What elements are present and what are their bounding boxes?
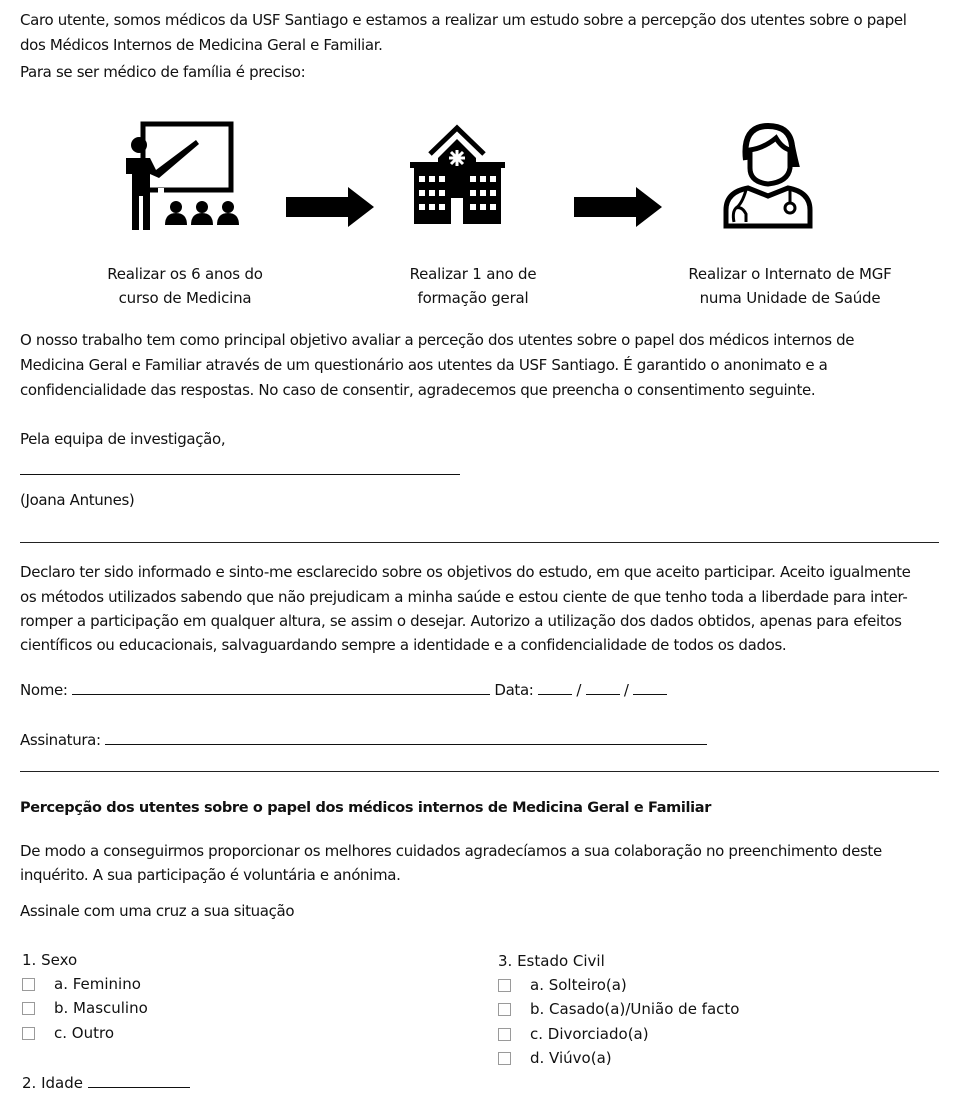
arrow-right-icon: [574, 187, 662, 227]
question-3-label: 3. Estado Civil: [498, 952, 605, 970]
date-separator: /: [623, 681, 629, 699]
researcher-signature-line: [20, 474, 460, 475]
intro-line-2: dos Médicos Internos de Medicina Geral e Familiar.: [20, 36, 383, 54]
checkbox[interactable]: [498, 1028, 511, 1041]
date-label: Data:: [494, 681, 534, 699]
checkbox[interactable]: [498, 1003, 511, 1016]
doctor-stethoscope-icon: [722, 120, 814, 230]
objective-line-1: O nosso trabalho tem como principal objetivo avaliar a perceção dos utentes sobre o papel dos médicos internos de: [20, 331, 855, 349]
option-label: b. Casado(a)/União de facto: [530, 1000, 740, 1018]
arrow-right-icon: [286, 187, 374, 227]
checkbox[interactable]: [498, 979, 511, 992]
hospital-icon: [410, 124, 505, 224]
step-3-caption-line-2: numa Unidade de Saúde: [699, 289, 881, 307]
step-1-caption: [70, 262, 300, 310]
signature-field[interactable]: [105, 730, 707, 745]
step-2-caption: [358, 262, 588, 310]
section-divider: [20, 542, 939, 543]
name-label: Nome:: [20, 681, 68, 699]
step-3-caption: [670, 262, 910, 310]
date-month-field[interactable]: [586, 680, 620, 695]
checkbox[interactable]: [22, 978, 35, 991]
option-label: a. Solteiro(a): [530, 976, 627, 994]
survey-intro-line-2: inquérito. A sua participação é voluntária e anónima.: [20, 866, 401, 884]
age-field[interactable]: [88, 1073, 190, 1088]
objective-line-3: confidencialidade das respostas. No caso de consentir, agradecemos que preencha o consentimento seguinte.: [20, 381, 816, 399]
signature-row: [20, 728, 707, 753]
signoff-name: (Joana Antunes): [20, 491, 135, 509]
option-label: c. Divorciado(a): [530, 1025, 649, 1043]
step-3-caption-line-1: Realizar o Internato de MGF: [688, 265, 892, 283]
consent-line-2: os métodos utilizados sabendo que não prejudicam a minha saúde e estou ciente de que tenho toda a liberdade para inter-: [20, 588, 908, 606]
consent-line-1: Declaro ter sido informado e sinto-me esclarecido sobre os objetivos do estudo, em que aceito participar. Aceito igualmente: [20, 563, 911, 581]
consent-line-4: científicos ou educacionais, salvaguardando sempre a identidade e a confidencialidade de todos os dados.: [20, 636, 787, 654]
signature-label: Assinatura:: [20, 731, 101, 749]
survey-intro-line-1: De modo a conseguirmos proporcionar os melhores cuidados agradecíamos a sua colaboração no preenchimento deste: [20, 842, 882, 860]
objective-line-2: Medicina Geral e Familiar através de um questionário aos utentes da USF Santiago. É garantido o anonimato e a: [20, 356, 828, 374]
survey-title: Percepção dos utentes sobre o papel dos médicos internos de Medicina Geral e Familiar: [20, 800, 712, 816]
question-2-row: [22, 1073, 190, 1093]
date-day-field[interactable]: [538, 680, 572, 695]
teacher-classroom-icon: [118, 120, 248, 230]
date-year-field[interactable]: [633, 680, 667, 695]
signoff-team: Pela equipa de investigação,: [20, 430, 226, 448]
section-divider: [20, 771, 939, 772]
step-1-caption-line-2: curso de Medicina: [118, 289, 252, 307]
consent-line-3: romper a participação em qualquer altura, se assim o desejar. Autorizo a utilização dos dados obtidos, apenas para efeitos: [20, 612, 902, 630]
option-label: d. Viúvo(a): [530, 1049, 612, 1067]
step-2-caption-line-2: formação geral: [417, 289, 529, 307]
checkbox[interactable]: [22, 1002, 35, 1015]
option-label: c. Outro: [54, 1024, 114, 1042]
option-label: a. Feminino: [54, 975, 141, 993]
survey-instruction: Assinale com uma cruz a sua situação: [20, 902, 295, 920]
option-label: b. Masculino: [54, 999, 148, 1017]
step-1-caption-line-1: Realizar os 6 anos do: [107, 265, 263, 283]
question-2-label: 2. Idade: [22, 1074, 83, 1092]
name-date-row: [20, 678, 667, 703]
question-1-label: 1. Sexo: [22, 951, 78, 969]
intro-line-3: Para se ser médico de família é preciso:: [20, 63, 306, 81]
checkbox[interactable]: [22, 1027, 35, 1040]
checkbox[interactable]: [498, 1052, 511, 1065]
date-separator: /: [576, 681, 582, 699]
step-2-caption-line-1: Realizar 1 ano de: [409, 265, 537, 283]
intro-line-1: Caro utente, somos médicos da USF Santiago e estamos a realizar um estudo sobre a percepção dos utentes sobre o papel: [20, 11, 907, 29]
name-field[interactable]: [72, 680, 490, 695]
